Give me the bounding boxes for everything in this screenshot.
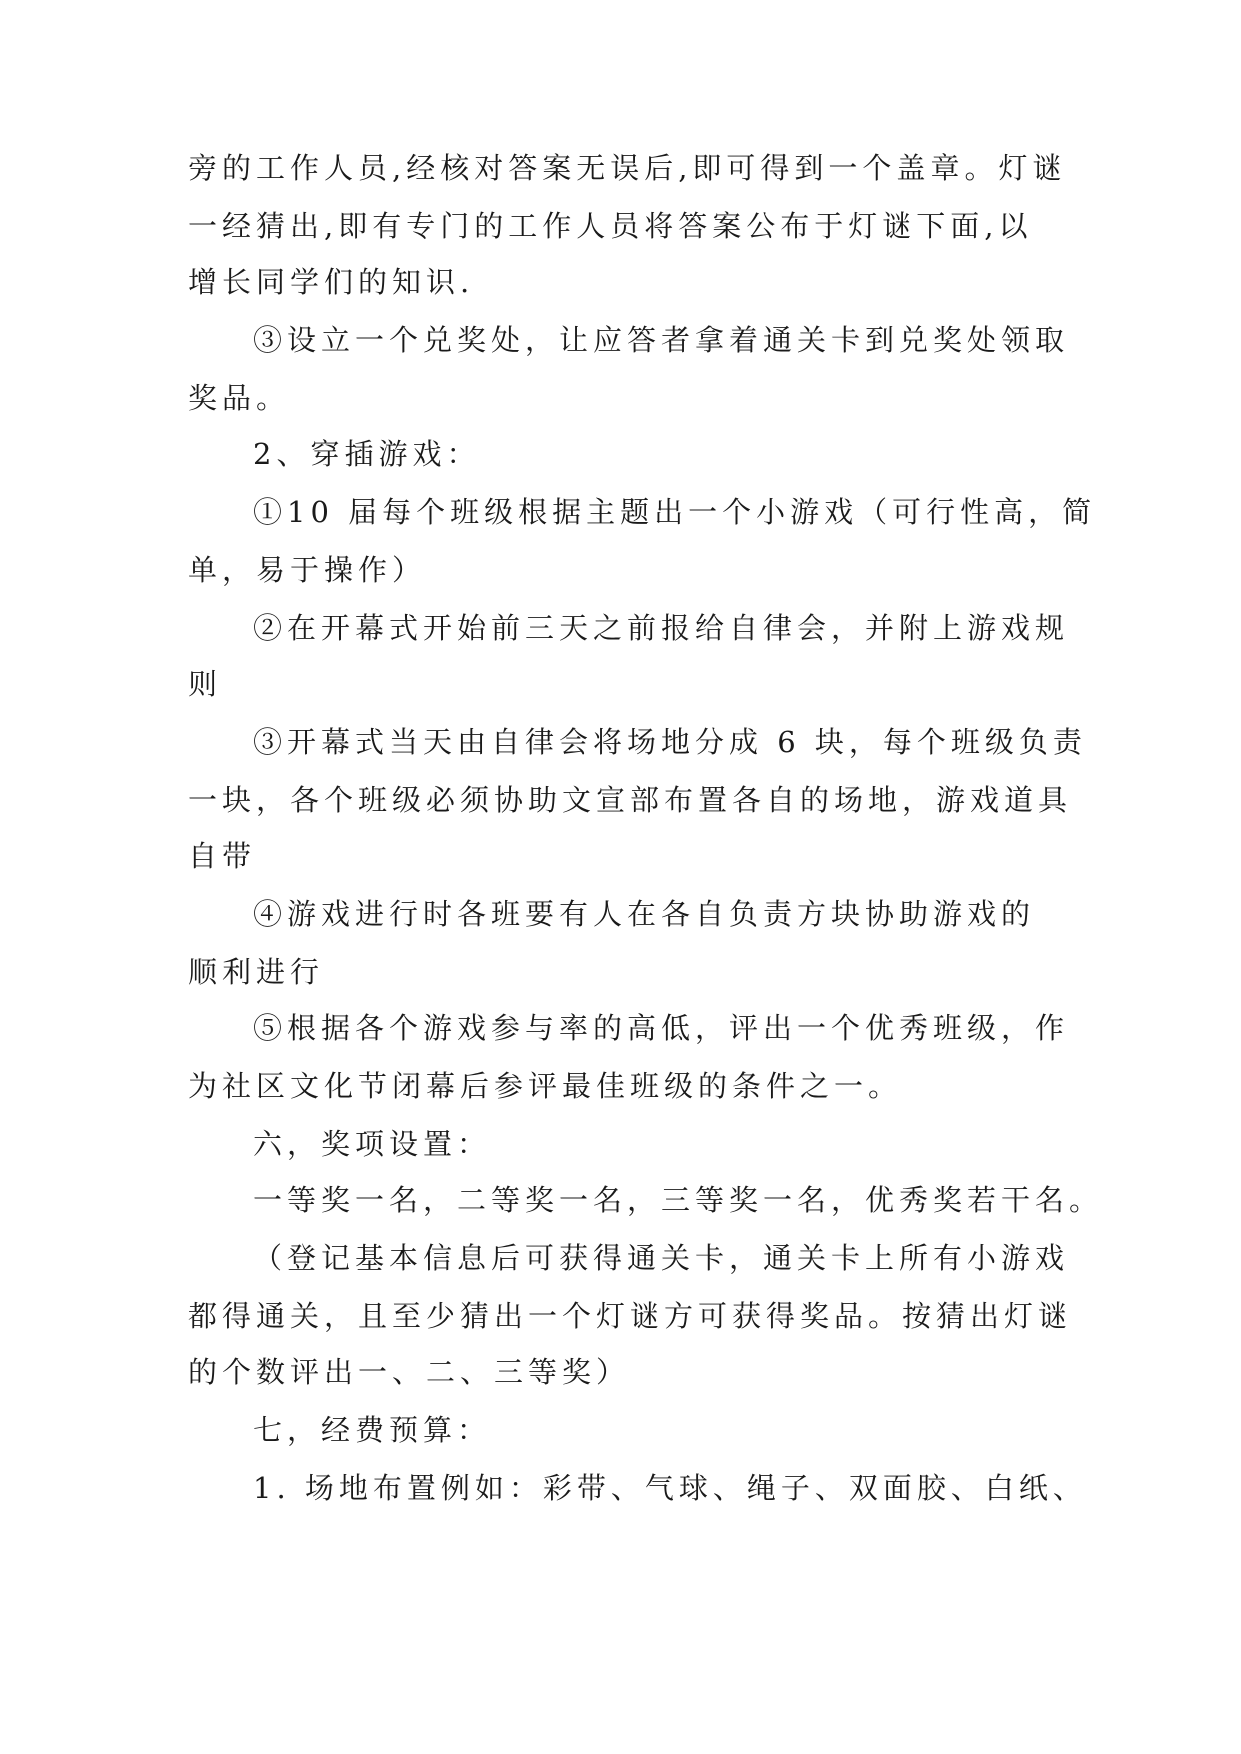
body-text-line: ③开幕式当天由自律会将场地分成 6 块，每个班级负责 bbox=[253, 725, 1087, 759]
body-text-line: 一块，各个班级必须协助文宣部布置各自的场地，游戏道具 bbox=[188, 783, 1073, 817]
body-text-line: ⑤根据各个游戏参与率的高低，评出一个优秀班级，作 bbox=[253, 1011, 1070, 1045]
body-text-line: 一经猜出,即有专门的工作人员将答案公布于灯谜下面,以 bbox=[188, 209, 1033, 243]
body-text-line: （登记基本信息后可获得通关卡，通关卡上所有小游戏 bbox=[253, 1241, 1070, 1275]
body-text-line: ②在开幕式开始前三天之前报给自律会，并附上游戏规 bbox=[253, 611, 1070, 645]
body-text-line: 顺利进行 bbox=[188, 955, 325, 989]
section-heading: 七，经费预算： bbox=[253, 1413, 492, 1447]
body-text-line: 1. 场地布置例如：彩带、气球、绳子、双面胶、白纸、 bbox=[253, 1471, 1087, 1505]
body-text-line: 为社区文化节闭幕后参评最佳班级的条件之一。 bbox=[188, 1069, 903, 1103]
body-text-line: ①10 届每个班级根据主题出一个小游戏（可行性高，简 bbox=[253, 495, 1097, 529]
body-text-line: 旁的工作人员,经核对答案无误后,即可得到一个盖章。灯谜 bbox=[188, 151, 1067, 185]
body-text-line: 单，易于操作） bbox=[188, 553, 427, 587]
body-text-line: ④游戏进行时各班要有人在各自负责方块协助游戏的 bbox=[253, 897, 1036, 931]
body-text-line: 自带 bbox=[188, 839, 257, 873]
body-text-line: 都得通关，且至少猜出一个灯谜方可获得奖品。按猜出灯谜 bbox=[188, 1299, 1073, 1333]
section-heading: 六，奖项设置： bbox=[253, 1127, 492, 1161]
body-text-line: 的个数评出一、二、三等奖） bbox=[188, 1355, 631, 1389]
body-text-line: 则 bbox=[188, 667, 223, 701]
body-text-line: 一等奖一名，二等奖一名，三等奖一名，优秀奖若干名。 bbox=[253, 1183, 1104, 1217]
section-heading: 2、穿插游戏： bbox=[253, 437, 481, 471]
body-text-line: ③设立一个兑奖处，让应答者拿着通关卡到兑奖处领取 bbox=[253, 323, 1070, 357]
body-text-line: 奖品。 bbox=[188, 381, 291, 415]
body-text-line: 增长同学们的知识. bbox=[188, 265, 475, 299]
